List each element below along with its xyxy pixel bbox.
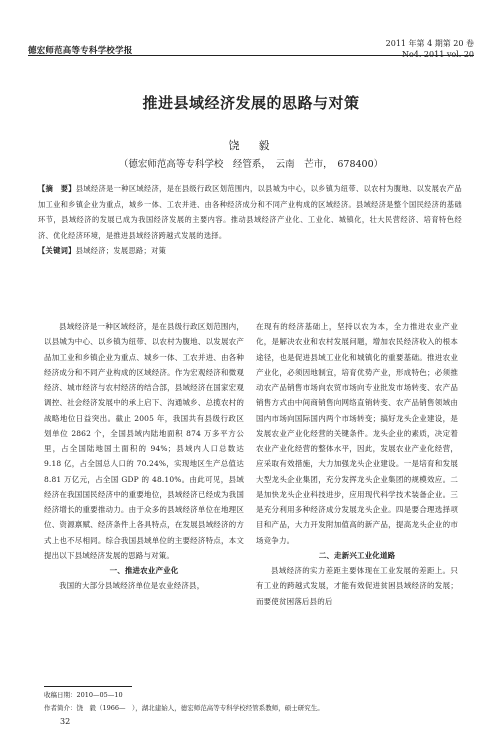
keywords-line bbox=[38, 243, 462, 259]
abstract-label: 【摘 要】 bbox=[38, 184, 76, 193]
keywords-label: 【关键词】 bbox=[38, 246, 76, 256]
body-paragraph: 县域经济是一种区域经济，是在县级行政区划范围内，以县城为中心、以乡镇为纽带、以农村为腹地、以发展农产品加工业和乡镇企业为重点、城乡一体、工农并进、由各种经济成分和不同产业构成的区域经济。作为宏观经济和微观经济、城市经济与农村经济的结合部，县域经济在国家宏观调控、社会经济发展中的承上启下、沟通城乡、总揽农村的战略地位日益突出。截止 2005 年，我国共有县级行政区划单位 2862 个，全国县域内陆地面积 874 万多平方公里，占全国陆地国土面积的 94%；县域内人口总数达 9.18 亿，占全国总人口的 70.24%，实现地区生产总值达 8.81 万亿元，占全国 GDP 的 48.10%。由此可见，县域经济在我国国民经济中的重要地位，县域经济已经成为我国经济增长的重要推动力。由于众多的县域经济单位在地理区位、资源禀赋、经济条件上各具特点，在发展县域经济的方式上也不尽相同。综合我国县域单位的主要经济特点，本文提出以下县域经济发展的思路与对策。 bbox=[44, 322, 244, 560]
section-heading: 一、推进农业产业化 bbox=[109, 566, 179, 575]
abstract-block bbox=[38, 181, 462, 259]
footnote-received: 收稿日期：2010—05—10 bbox=[44, 691, 123, 699]
footnote-author: 作者简介：饶 毅（1966— ），湖北建始人，德宏师范高等专科学校经管系教师，硕士研究生。 bbox=[44, 704, 324, 712]
body-paragraph: 我国的大部分县域经济单位是农业经济县， bbox=[59, 581, 205, 591]
body-column-right bbox=[256, 319, 458, 609]
body-paragraph: 在现有的经济基础上，坚持以农为本，全力推进农业产业化，是解决农业和农村发展问题，增加农民经济收入的根本途径，也是促进县域工业化和城镇化的重要基础。推进农业产业化，必须因地制宜，培育优势产业，形成特色；必须推动农产品销售市场向农贸市场向专业批发市场转变、农产品销售方式由中间商销售向网络直销转变、农产品销售领域由国内市场向国际国内两个市场转变；搞好龙头企业建设，是发展农业产业化经营的关键条件。龙头企业的素质，决定着农业产业化经营的整体水平，因此，发展农业产业化经营，应采取有效措施，大力加强龙头企业建设。一是培育和发展大型龙头企业集团，充分发挥龙头企业集团的规模效应。二是加快龙头企业科技进步，应用现代科学技术装备企业。三是充分利用多种经济成分发展龙头企业。四是要合理选择项目和产品，大力开发附加值高的新产品，提高龙头企业的市场竞争力。 bbox=[256, 322, 458, 545]
abstract-paragraph bbox=[38, 181, 462, 243]
issue-info: 2011 年第 4 期第 20 卷 bbox=[385, 39, 474, 48]
body-column-left bbox=[44, 319, 244, 594]
article-title: 推进县域经济发展的思路与对策 bbox=[142, 94, 360, 112]
page-number: 32 bbox=[60, 717, 71, 726]
author-affiliation: （德宏师范高等专科学校 经管系， 云南 芒市， 678400） bbox=[118, 159, 384, 170]
journal-name: 德宏师范高等专科学校学报 bbox=[28, 46, 133, 56]
body-paragraph: 县域经济的实力差距主要体现在工业发展的差距上。只有工业的跨越式发展，才能有效促进贫困县域经济的发展；而要使贫困落后县的后 bbox=[256, 566, 458, 606]
header-rule bbox=[28, 55, 474, 56]
article-author: 饶 毅 bbox=[228, 139, 274, 152]
abstract-text: 县域经济是一种区域经济，是在县级行政区划范围内，以县城为中心，以乡镇为纽带、以农村为腹地、以发展农产品加工业和乡镇企业为重点，城乡一体、工农并进、由各种经济成分和不同产业构成的区域经济。县域经济是整个国民经济的基础环节，县域经济的发展已成为我国经济发展的主要内容。推动县域经济产业化、工业化、城镇化，壮大民营经济、培育特色经济、优化经济环境，是推进县域经济跨越式发展的选择。 bbox=[38, 184, 462, 240]
footnote-rule bbox=[44, 686, 132, 687]
section-heading: 二、走新兴工业化道路 bbox=[318, 550, 396, 560]
issue-info-en: No4. 2011 vol. 20 bbox=[401, 50, 474, 59]
keywords-text: 县域经济；发展思路；对策 bbox=[75, 246, 167, 256]
